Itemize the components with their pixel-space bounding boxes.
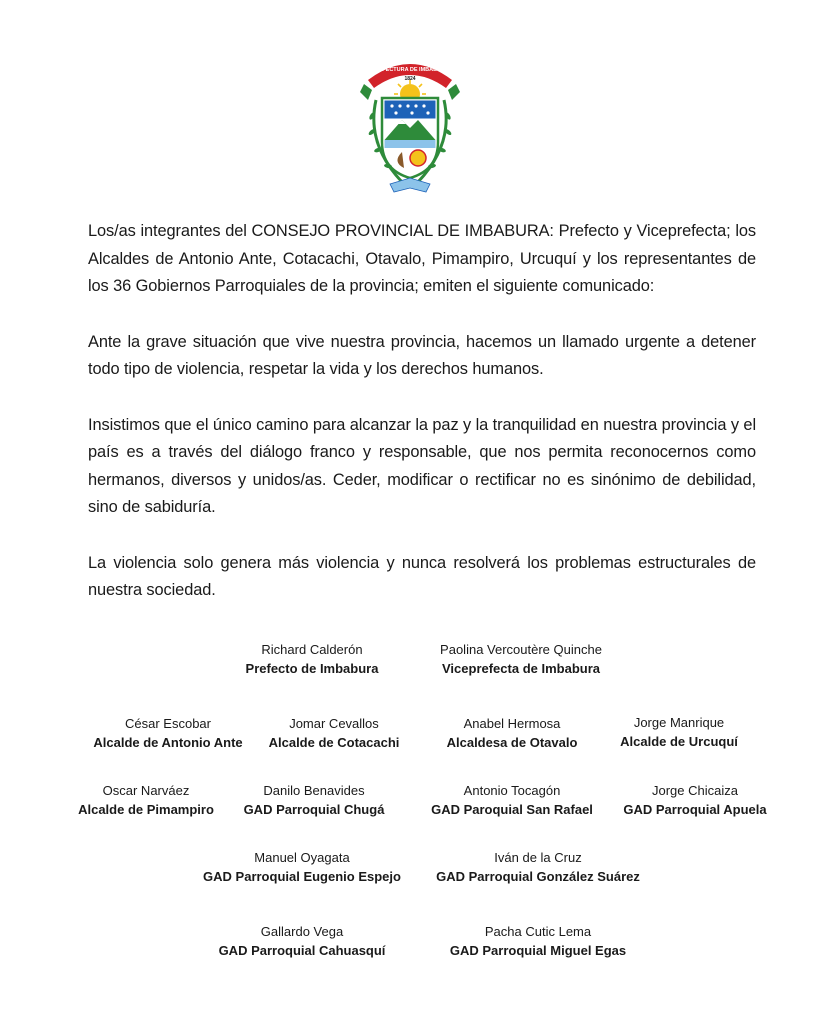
communique-body [88,218,756,633]
signatory-title: Alcalde de Pimampiro [78,802,214,817]
signatory-title: Viceprefecta de Imbabura [441,661,600,676]
signatory-title: GAD Parroquial Eugenio Espejo [203,869,401,884]
signatory-name: Iván de la Cruz [494,850,582,865]
signatory-title: GAD Parroquial Cahuasquí [218,943,386,958]
signatory-title: GAD Parroquial Miguel Egas [449,943,627,958]
signatory-name: Danilo Benavides [263,783,365,798]
seal-banner-green-left [360,84,372,100]
signatory-name: César Escobar [125,716,211,731]
paragraph-intro: Los/as integrantes del CONSEJO PROVINCIAL DE IMBABURA: Prefecto y Viceprefecta; los Alcaldes de Antonio Ante, Cotacachi, Otavalo, Pimampiro, Urcuquí y los representantes de los 36 Gobiernos Parroquiales de la provincia; emiten el siguiente comunicado: [88,222,756,295]
signatory-name: Richard Calderón [261,642,363,657]
signatory-title: GAD Parroquial Apuela [623,802,767,817]
seal-year: 1824 [404,76,416,82]
signatory-title: GAD Parroquial González Suárez [436,869,640,884]
signatory [246,640,379,678]
signatory-title: Alcalde de Antonio Ante [93,735,243,750]
signatory-name: Pacha Cutic Lema [484,924,592,939]
seal-banner-green-right [448,84,460,100]
signatory-title: GAD Parroquial Chugá [243,802,385,817]
signatory-title: Prefecto de Imbabura [245,661,379,676]
signatory-name: Jorge Manrique [633,715,725,730]
signatory-name: Jorge Chicaiza [652,783,738,798]
signatory [447,714,578,752]
signatory [93,714,242,752]
signatory [620,713,738,751]
signatory-title: Alcaldesa de Otavalo [446,735,578,750]
signatory [436,848,640,886]
seal-cornucopia [410,150,426,166]
paragraph-call-to-action: Ante la grave situación que vive nuestra provincia, hacemos un llamado urgente a detener todo tipo de violencia, respetar la vida y los derechos humanos. [88,332,756,378]
signatory [219,922,386,960]
signatory-name: Paolina Vercoutère Quinche [440,642,602,657]
paragraph-violence: La violencia solo genera más violencia y nunca resolverá los problemas estructurales de nuestra sociedad. [88,553,756,599]
seal-lake [385,140,436,148]
signatory-title: Alcalde de Cotacachi [268,735,400,750]
signatory [431,781,593,819]
signatory-name: Gallardo Vega [260,924,344,939]
seal-ribbon [390,178,430,192]
signatory [269,714,400,752]
signatory-name: Oscar Narváez [102,783,190,798]
signatory-title: GAD Paroquial San Rafael [431,802,593,817]
provincial-seal [358,54,462,196]
signatory [78,781,214,819]
signatory-name: Jomar Cevallos [289,716,379,731]
signatory [450,922,626,960]
signatory [623,781,766,819]
paragraph-dialogue: Insistimos que el único camino para alcanzar la paz y la tranquilidad en nuestra provincia y el país es a través del diálogo franco y responsable, que nos permita reconocernos como hermanos, diversos y unidos/as. Ceder, modificar o rectificar no es sinónimo de debilidad, sino de sabiduría. [88,415,756,516]
signatory-name: Anabel Hermosa [463,716,561,731]
seal-sky [385,101,436,119]
signatory [440,640,602,678]
seal-banner-text: PREFECTURA DE IMBABURA [370,67,450,73]
signatory-title: Alcalde de Urcuquí [620,734,738,749]
signatory [244,781,385,819]
signatory [203,848,401,886]
signatory-name: Antonio Tocagón [463,783,561,798]
signatory-name: Manuel Oyagata [254,850,350,865]
